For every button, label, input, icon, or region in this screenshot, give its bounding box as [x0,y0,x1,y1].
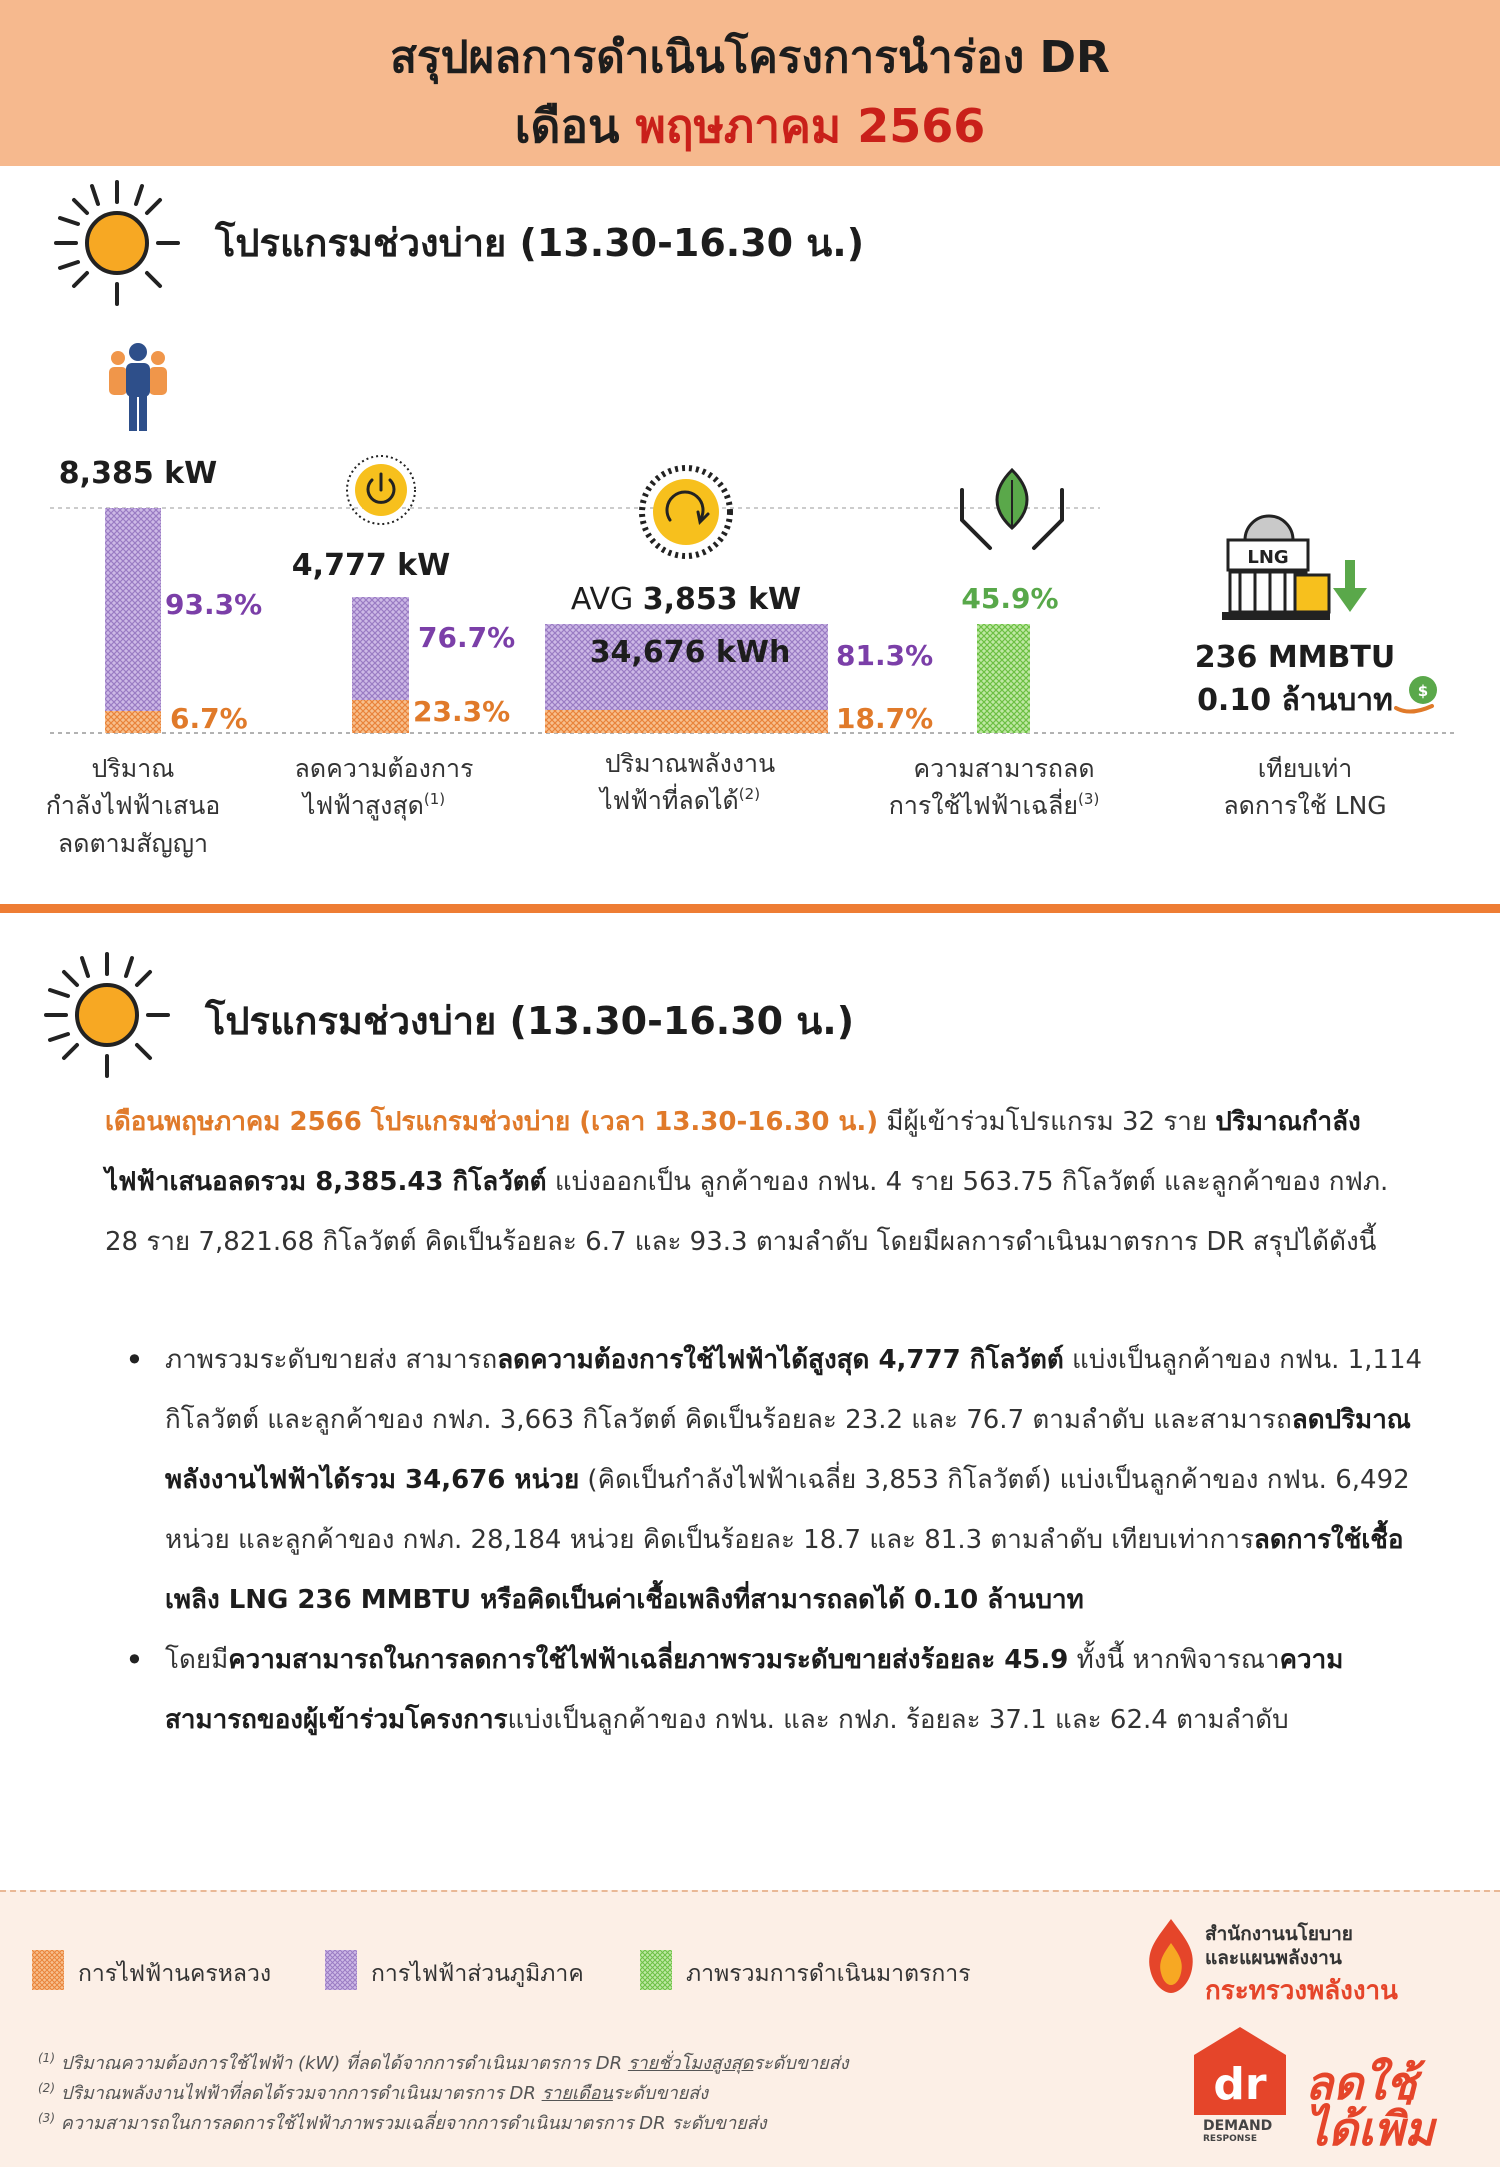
offered-value: 8,385 kW [58,456,218,491]
subtitle-prefix: เดือน [514,99,636,153]
org-name-block [1205,1922,1353,1970]
section-divider [0,904,1500,913]
energy-bar-mea [545,710,828,733]
dr-caption-2: RESPONSE [1203,2134,1257,2144]
fn2-post: ระดับขายส่ง [612,2083,709,2104]
ability-note-ref: (3) [1078,790,1100,808]
page-subtitle [0,90,1500,163]
ability-label-2 [889,788,1100,820]
b6: ลดการใช้เชื้อเพลิง LNG 236 MMBTU หรือคิดเป็นค่าเชื้อเพลิงที่สามารถลดได้ 0.10 ล้านบาท [165,1525,1404,1615]
energy-label-2 [598,783,760,815]
sun-icon [52,178,182,308]
intro-text-1: มีผู้เข้าร่วมโปรแกรม 32 ราย [878,1107,1216,1137]
ability-label-2-text: การใช้ไฟฟ้าเฉลี่ย [888,791,1079,820]
legend-swatch-overall [640,1950,672,1990]
arrow-down-icon [1333,560,1367,612]
fn1-pre: ปริมาณความต้องการใช้ไฟฟ้า (kW) ที่ลดได้จากการดำเนินมาตรการ DR [55,2053,628,2074]
money-bag-icon [1396,676,1437,712]
lng-icon-text: LNG [1247,547,1289,568]
energy-icon [642,468,730,556]
peak-label-2 [301,790,445,821]
offered-bar-mea [105,711,161,733]
fn2-u: รายเดือน [541,2083,613,2104]
energy-note-ref: (2) [738,785,761,803]
intro-orange: เดือนพฤษภาคม 2566 โปรแกรมช่วงบ่าย (เวลา 13.30-16.30 น.) [105,1107,879,1137]
energy-label-2-text: ไฟฟ้าที่ลดได้ [599,786,739,815]
slogan [1305,2056,1435,2156]
offered-label-1: ปริมาณ [91,754,175,783]
energy-avg-prefix: AVG [570,582,643,617]
peak-label-1: ลดความต้องการ [294,754,474,783]
dr-caption [1203,2118,1272,2144]
energy-avg [571,582,801,617]
bullet-dot: • [125,1341,144,1379]
svg-text:$: $ [1417,682,1429,700]
org-line-2: และแผนพลังงาน [1205,1947,1342,1969]
footnote-3 [38,2108,767,2137]
subtitle-month: พฤษภาคม 2566 [635,99,986,153]
c5: แบ่งเป็นลูกค้าของ กฟน. และ กฟภ. ร้อยละ 37.1 และ 62.4 ตามลำดับ [507,1705,1289,1735]
energy-label-1: ปริมาณพลังงาน [604,749,776,778]
people-icon [109,343,167,431]
b4: ลดปริมาณพลังงานไฟฟ้าได้รวม 34,676 หน่วย [165,1405,1411,1495]
dr-logo-icon [1190,2025,1290,2120]
org-line-1: สำนักงานนโยบาย [1205,1923,1353,1945]
fn3-ref: (3) [38,2111,55,2125]
section2-title: โปรแกรมช่วงบ่าย (13.30-16.30 น.) [205,999,855,1043]
lng-label-2: ลดการใช้ LNG [1223,791,1387,820]
header-banner [0,0,1500,166]
legend-swatch-mea [32,1950,64,1990]
flame-logo-icon [1140,1915,1202,1995]
b1: ภาพรวมระดับขายส่ง สามารถ [165,1345,498,1375]
legend-label-overall: ภาพรวมการดำเนินมาตรการ [686,1961,971,1987]
slogan-1: ลดใช้ [1305,2056,1417,2110]
c2: ความสามารถในการลดการใช้ไฟฟ้าเฉลี่ยภาพรวมระดับขายส่งร้อยละ 45.9 [228,1645,1069,1675]
legend-label-mea: การไฟฟ้านครหลวง [78,1961,272,1987]
c1: โดยมี [165,1645,229,1675]
peak-bar-mea [352,700,409,733]
hands-leaf-icon [962,470,1062,548]
power-button-icon [347,456,415,524]
ability-pct: 45.9% [961,582,1059,615]
footnote-2 [38,2078,708,2107]
lng-baht: 0.10 ล้านบาท [1197,683,1393,718]
peak-pct-mea: 23.3% [413,695,511,728]
page-title: สรุปผลการดำเนินโครงการนำร่อง DR [390,32,1110,83]
peak-note-ref: (1) [423,790,446,808]
legend-label-pea: การไฟฟ้าส่วนภูมิภาค [371,1961,584,1987]
bullet-dot: • [125,1641,144,1679]
peak-pct-pea: 76.7% [418,621,516,654]
peak-value: 4,777 kW [291,548,451,583]
offered-label-2: กำลังไฟฟ้าเสนอ [45,791,221,820]
dr-caption-1: DEMAND [1203,2118,1273,2134]
offered-pct-pea: 93.3% [165,588,263,621]
lng-tank-icon [1222,516,1330,620]
peak-bar-pea [352,597,409,700]
energy-kwh: 34,676 kWh [589,635,791,670]
b3: แบ่งเป็นลูกค้าของ กฟน. 1,114 กิโลวัตต์ และลูกค้าของ กฟภ. 3,663 กิโลวัตต์ คิดเป็นร้อยละ 23.2 และ 76.7 ตามลำดับ และสามารถ [165,1345,1423,1435]
footnote-1 [38,2048,848,2077]
fn2-ref: (2) [38,2081,55,2095]
offered-pct-mea: 6.7% [170,702,248,735]
intro-paragraph [105,1092,1405,1272]
ministry-name: กระทรวงพลังงาน [1205,1976,1398,2006]
energy-pct-mea: 18.7% [836,702,934,735]
footer-divider [0,1890,1500,1892]
bullet-2-text [165,1630,1425,1750]
dr-logo-text: dr [1213,2059,1267,2110]
fn3-pre: ความสามารถในการลดการใช้ไฟฟ้าภาพรวมเฉลี่ยจากการดำเนินมาตรการ DR ระดับขายส่ง [55,2113,767,2134]
energy-avg-value: 3,853 kW [642,582,802,617]
fn1-ref: (1) [38,2051,55,2065]
offered-label-3: ลดตามสัญญา [57,829,209,858]
fn2-pre: ปริมาณพลังงานไฟฟ้าที่ลดได้รวมจากการดำเนินมาตรการ DR [55,2083,542,2104]
sun-icon-2 [42,950,172,1080]
offered-bar-pea [105,508,161,711]
fn1-post: ระดับขายส่ง [753,2053,849,2074]
c4: ความสามารถของผู้เข้าร่วมโครงการ [165,1645,1344,1735]
ability-label-1: ความสามารถลด [913,754,1095,783]
intro-text-2: แบ่งออกเป็น ลูกค้าของ กฟน. 4 ราย 563.75 กิโลวัตต์ และลูกค้าของ กฟภ. 28 ราย 7,821.68 กิโลวัตต์ คิดเป็นร้อยละ 6.7 และ 93.3 ตามลำดับ โดยมีผลการดำเนินมาตรการ DR สรุปได้ดังนี้ [105,1167,1389,1257]
lng-label-1: เทียบเท่า [1257,754,1353,783]
footer [0,1890,1500,2167]
lng-mmbtu: 236 MMBTU [1194,640,1396,675]
ability-bar [977,624,1030,733]
slogan-2: ได้เพิ่ม [1305,2102,1435,2156]
c3: ทั้งนี้ หากพิจารณา [1068,1645,1280,1675]
peak-label-2-text: ไฟฟ้าสูงสุด [302,791,424,820]
b2: ลดความต้องการใช้ไฟฟ้าได้สูงสุด 4,777 กิโลวัตต์ [497,1345,1064,1375]
b5: (คิดเป็นกำลังไฟฟ้าเฉลี่ย 3,853 กิโลวัตต์) แบ่งเป็นลูกค้าของ กฟน. 6,492 หน่วย และลูกค้าของ กฟภ. 28,184 หน่วย คิดเป็นร้อยละ 18.7 และ 81.3 ตามลำดับ เทียบเท่าการ [165,1465,1410,1555]
kpi-infographic [0,300,1500,880]
legend-swatch-pea [325,1950,357,1990]
fn1-u: รายชั่วโมงสูงสุด [627,2053,754,2074]
energy-pct-pea: 81.3% [836,639,934,672]
bullet-1-text [165,1330,1425,1630]
intro-bold: ปริมาณกำลังไฟฟ้าเสนอลดรวม 8,385.43 กิโลวัตต์ [105,1107,1361,1197]
section1-title: โปรแกรมช่วงบ่าย (13.30-16.30 น.) [215,221,865,265]
